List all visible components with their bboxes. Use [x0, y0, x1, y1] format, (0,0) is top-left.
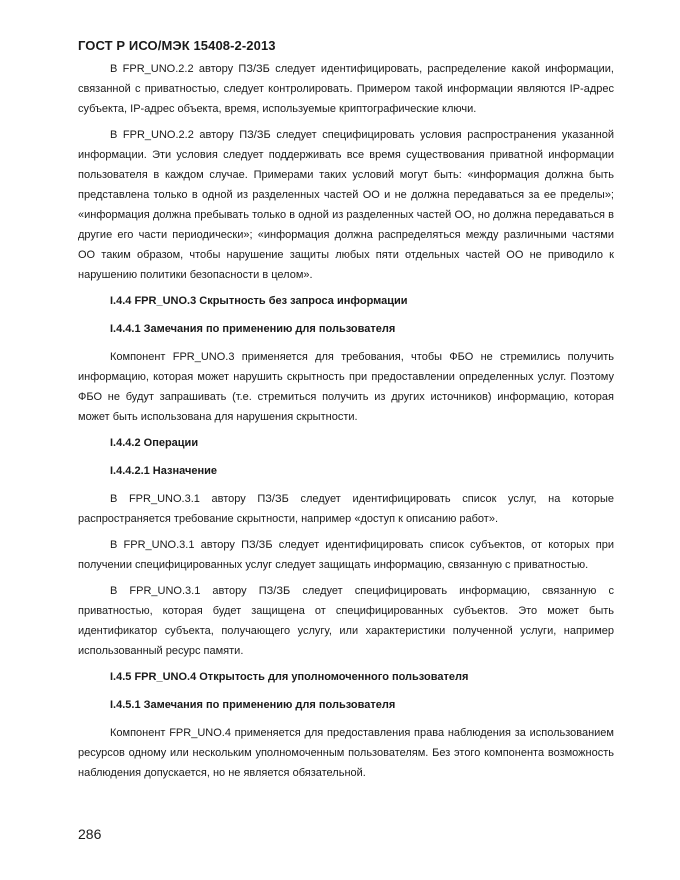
paragraph: В FPR_UNO.3.1 автору ПЗ/ЗБ следует специфицировать информацию, связанную с приватностью, которая будет защищена от специфицированных субъектов. Это может быть идентификатор субъекта, получающего услугу, или характеристики полученной услуги, например использованный ресурс памяти. — [78, 585, 614, 657]
subsection-heading: I.4.4.2 Операции — [110, 437, 199, 449]
section-heading: I.4.5 FPR_UNO.4 Открытость для уполномоченного пользователя — [110, 671, 469, 683]
page-number: 286 — [78, 826, 102, 842]
paragraph: В FPR_UNO.2.2 автору ПЗ/ЗБ следует специфицировать условия распространения указанной информации. Эти условия следует поддерживать все время существования приватной информации пользователя в каждом случае. Примерами таких условий могут быть: «информация должна быть представлена только в одной из разделенных частей ОО и не должна передаваться за ее пределы»; «информация должна пребывать только в одной из разделенных частей ОО, но должна передаваться в другие его части периодически»; «информация должна распределяться между различными частями ОО таким образом, чтобы нарушение защиты любых пяти отдельных частей ОО не приводило к нарушению политики безопасности в целом». — [78, 129, 614, 281]
subsection-heading: I.4.5.1 Замечания по применению для пользователя — [110, 699, 396, 711]
paragraph: Компонент FPR_UNO.4 применяется для предоставления права наблюдения за использованием ресурсов одному или нескольким уполномоченным пользователям. Без этого компонента возможность наблюдения допускается, но не является обязательной. — [78, 727, 614, 779]
section-heading: I.4.4 FPR_UNO.3 Скрытность без запроса информации — [110, 295, 408, 307]
paragraph: В FPR_UNO.3.1 автору ПЗ/ЗБ следует идентифицировать список услуг, на которые распространяется требование скрытности, например «доступ к описанию работ». — [78, 493, 614, 525]
paragraph: В FPR_UNO.3.1 автору ПЗ/ЗБ следует идентифицировать список субъектов, от которых при получении специфицированных услуг следует защищать информацию, связанную с приватностью. — [78, 539, 614, 571]
subsection-heading: I.4.4.2.1 Назначение — [110, 465, 217, 477]
document-header: ГОСТ Р ИСО/МЭК 15408-2-2013 — [78, 38, 276, 53]
document-body — [78, 59, 614, 789]
paragraph: Компонент FPR_UNO.3 применяется для требования, чтобы ФБО не стремились получить информацию, которая может нарушить скрытность при предоставлении определенных услуг. Поэтому ФБО не будут запрашивать (т.е. стремиться получить из других источников) информацию, которая может быть использована для нарушения скрытности. — [78, 351, 614, 423]
subsection-heading: I.4.4.1 Замечания по применению для пользователя — [110, 323, 396, 335]
paragraph: В FPR_UNO.2.2 автору ПЗ/ЗБ следует идентифицировать, распределение какой информации, связанной с приватностью, следует контролировать. Примером такой информации являются IP-адрес субъекта, IP-адрес объекта, время, используемые криптографические ключи. — [78, 63, 614, 115]
